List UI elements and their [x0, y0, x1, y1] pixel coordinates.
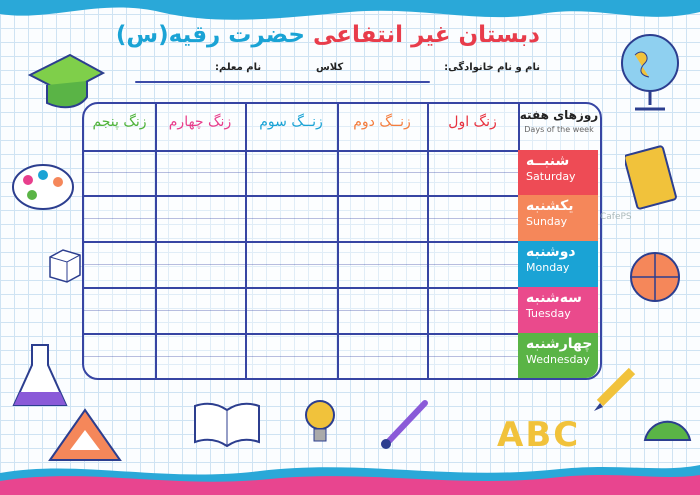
schedule-cell[interactable]	[86, 243, 153, 285]
day-fa: سه‌شنبه	[526, 290, 582, 306]
days-header-en: Days of the week	[524, 125, 594, 134]
day-label	[518, 241, 598, 287]
schedule-cell[interactable]	[86, 335, 153, 376]
day-label	[518, 333, 598, 378]
schedule-cell[interactable]	[157, 335, 243, 376]
schedule-cell[interactable]	[157, 243, 243, 285]
schedule-cell[interactable]	[157, 289, 243, 331]
schedule-cell[interactable]	[339, 197, 425, 239]
period-header: زنــگ سوم	[259, 114, 323, 130]
day-en: Saturday	[526, 170, 576, 183]
schedule-cell[interactable]	[86, 152, 153, 193]
day-en: Tuesday	[526, 307, 571, 320]
schedule-cell[interactable]	[339, 289, 425, 331]
book-icon	[625, 145, 680, 215]
schedule-cell[interactable]	[247, 152, 335, 193]
lightbulb-icon	[300, 395, 340, 450]
paintbrush-icon	[375, 395, 435, 455]
schedule-cell[interactable]	[157, 197, 243, 239]
schedule-cell[interactable]	[339, 335, 425, 376]
student-name-label: نام و نام خانوادگی:	[444, 62, 540, 73]
days-header	[518, 108, 600, 134]
flask-icon	[10, 340, 70, 415]
schedule-cell[interactable]	[157, 152, 243, 193]
period-header: زنــگ دوم	[353, 114, 411, 130]
day-label	[518, 150, 598, 195]
class-label: کلاس	[316, 62, 344, 73]
period-header: زنگ پنجم	[92, 114, 147, 130]
triangle-ruler-icon	[45, 405, 125, 465]
teacher-name-label: نام معلم:	[215, 62, 262, 73]
pencil-icon	[590, 365, 640, 415]
day-en: Sunday	[526, 215, 568, 228]
period-header: زنگ چهارم	[168, 114, 232, 130]
schedule-cell[interactable]	[429, 243, 516, 285]
day-fa: شنبــه	[526, 153, 570, 169]
schedule-cell[interactable]	[86, 197, 153, 239]
school-name: دبستان غیر انتفاعی	[312, 22, 540, 48]
palette-icon	[8, 160, 78, 215]
schedule-cell[interactable]	[247, 197, 335, 239]
period-header: زنگ اول	[448, 114, 497, 130]
schedule-cell[interactable]	[247, 335, 335, 376]
day-label	[518, 195, 598, 241]
schedule-cell[interactable]	[247, 243, 335, 285]
schedule-cell[interactable]	[429, 289, 516, 331]
schedule-cell[interactable]	[429, 152, 516, 193]
day-en: Monday	[526, 261, 570, 274]
page-title	[115, 22, 540, 48]
abc-letters	[497, 415, 580, 455]
globe-icon	[615, 25, 690, 115]
schedule-cell[interactable]	[429, 335, 516, 376]
school-name-suffix: حضرت رقیه(س)	[115, 22, 305, 48]
basketball-icon	[628, 250, 683, 305]
schedule-cell[interactable]	[86, 289, 153, 331]
schedule-cell[interactable]	[429, 197, 516, 239]
day-fa: چهارشنبه	[526, 336, 593, 352]
protractor-icon	[640, 395, 695, 445]
divider	[135, 81, 430, 83]
day-fa: یکشنبه	[526, 198, 574, 214]
schedule-cell[interactable]	[339, 152, 425, 193]
schedule-cell[interactable]	[247, 289, 335, 331]
open-book-icon	[190, 398, 265, 448]
cube-icon	[45, 245, 85, 285]
days-header-fa: روزهای هفته	[519, 108, 599, 122]
day-en: Wednesday	[526, 353, 590, 366]
abc-text: ABC	[497, 415, 581, 455]
day-label	[518, 287, 598, 333]
schedule-cell[interactable]	[339, 243, 425, 285]
graduation-cap-icon	[25, 45, 105, 115]
watermark: CafePS	[600, 212, 632, 222]
day-fa: دوشنبه	[526, 244, 576, 260]
